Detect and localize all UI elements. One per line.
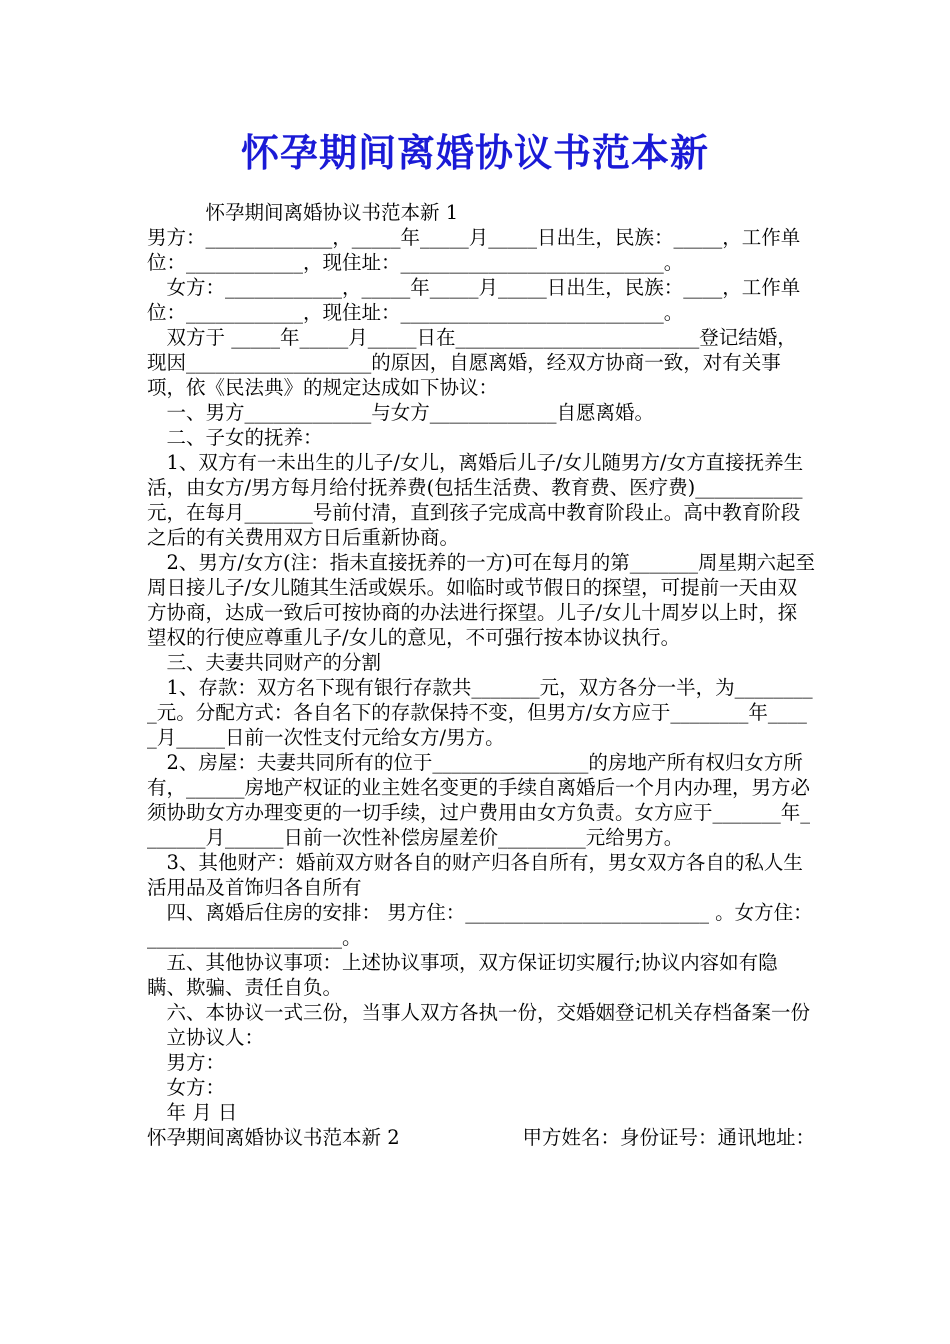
last-line (147, 1125, 815, 1150)
paragraph: 女方：____________，_____年_____月_____日出生，民族：____，工作单位：____________，现住址：___________________________。 (147, 276, 801, 324)
document-title: 怀孕期间离婚协议书范本新 (240, 131, 709, 175)
paragraph: 3、其他财产：婚前双方财各自的财产归各自所有，男女双方各自的私人生活用品及首饰归各自所有 (147, 851, 803, 899)
paragraph: 五、其他协议事项：上述协议事项，双方保证切实履行;协议内容如有隐瞒、欺骗、责任自负。 (147, 951, 778, 999)
document-body (147, 200, 815, 1150)
section-2-heading: 怀孕期间离婚协议书范本新 2 (147, 1126, 400, 1149)
paragraph: 六、本协议一式三份，当事人双方各执一份，交婚姻登记机关存档备案一份 (147, 1001, 811, 1024)
paragraph: 三、夫妻共同财产的分割 (147, 651, 382, 674)
paragraph: 一、男方_____________与女方_____________自愿离婚。 (147, 401, 655, 424)
paragraph: 男方：_____________，_____年_____月_____日出生，民族：_____，工作单位：____________，现住址：___________________________。 (147, 226, 801, 274)
paragraph: 1、存款：双方名下现有银行存款共_______元，双方各分一半，为_________元。分配方式：各自名下的存款保持不变，但男方/女方应于________年_____月_____日前一次性支付元给女方/男方。 (147, 676, 813, 749)
paragraph: 2、男方/女方(注：指未直接抚养的一方)可在每月的第_______周星期六起至周日接儿子/女儿随其生活或娱乐。如临时或节假日的探望，可提前一天由双方协商，达成一致后可按协商的办法进行探望。儿子/女儿十周岁以上时，探望权的行使应尊重儿子/女儿的意见，不可强行按本协议执行。 (147, 551, 815, 649)
paragraph: 年 月 日 (147, 1101, 238, 1124)
paragraph: 四、离婚后住房的安排： 男方住：_________________________ 。女方住：____________________。 (147, 901, 813, 949)
paragraph: 1、双方有一未出生的儿子/女儿，离婚后儿子/女儿随男方/女方直接抚养生活，由女方/男方每月给付抚养费(包括生活费、教育费、医疗费)___________元，在每月_______号前付清，直到孩子完成高中教育阶段止。高中教育阶段之后的有关费用双方日后重新协商。 (147, 451, 804, 549)
paragraph: 立协议人： (147, 1026, 265, 1049)
paragraph: 女方： (147, 1076, 226, 1099)
paragraph: 双方于 _____年_____月_____日在_________________________登记结婚，现因___________________的原因，自愿离婚，经双方协商一致，对有关事项，依《民法典》的规定达成如下协议： (147, 326, 797, 399)
paragraph: 怀孕期间离婚协议书范本新 1 (147, 201, 459, 224)
paragraph: 二、子女的抚养： (147, 426, 323, 449)
paragraph: 男方： (147, 1051, 226, 1074)
paragraph: 2、房屋：夫妻共同所有的位于________________的房地产所有权归女方所有，______房地产权证的业主姓名变更的手续自离婚后一个月内办理，男方必须协助女方办理变更的一切手续，过户费用由女方负责。女方应于_______年_______月______日前一次性补偿房屋差价_________元给男方。 (147, 751, 811, 849)
party-a-info-labels: 甲方姓名：身份证号：通讯地址： (522, 1126, 815, 1149)
